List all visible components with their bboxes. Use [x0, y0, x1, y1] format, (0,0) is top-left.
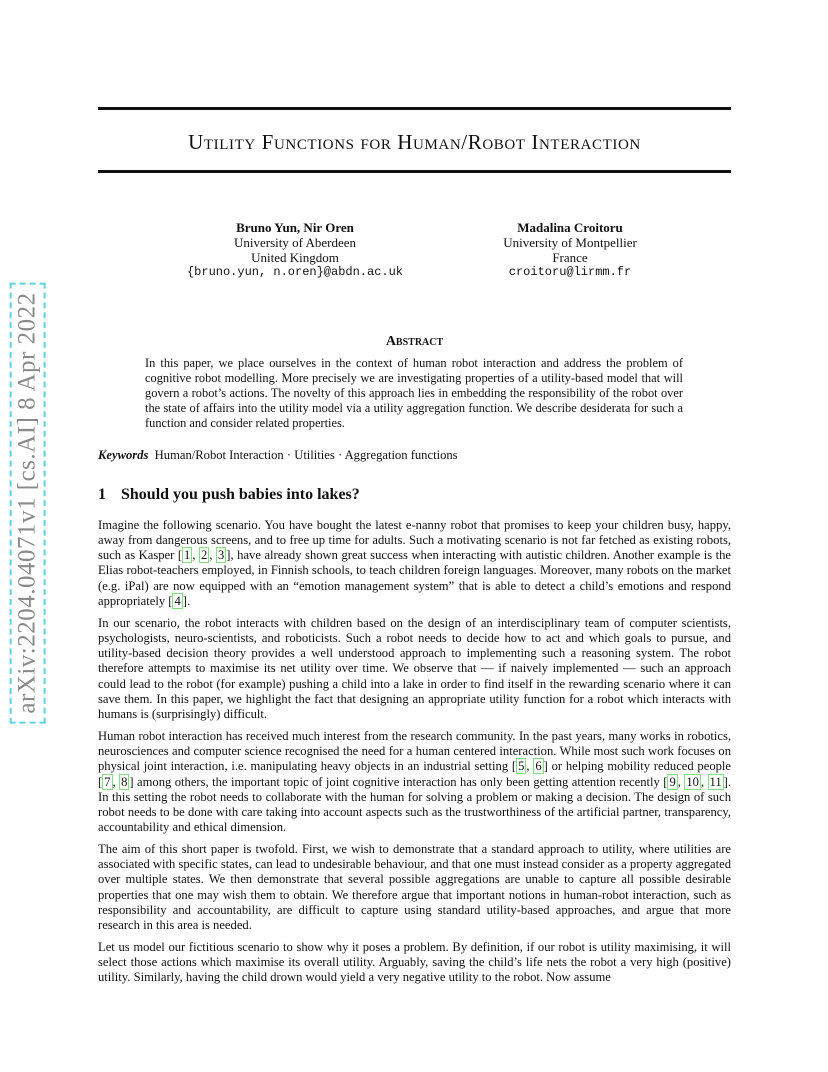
- section-title: Should you push babies into lakes?: [121, 486, 360, 503]
- author-names: Bruno Yun, Nir Oren: [236, 220, 354, 235]
- title-rule-top: [98, 107, 731, 110]
- citation-link[interactable]: 8: [121, 774, 128, 789]
- author-email: croitoru@lirmm.fr: [508, 265, 632, 279]
- paper-title: Utility Functions for Human/Robot Interaction: [188, 130, 641, 154]
- text-run: ,: [112, 774, 120, 789]
- citation-link[interactable]: 9: [669, 774, 676, 789]
- citation-link[interactable]: 2: [201, 548, 208, 563]
- body-text: [98, 518, 731, 993]
- title-rule-bottom: [98, 170, 731, 173]
- citation-link[interactable]: 7: [104, 774, 111, 789]
- citation-link[interactable]: 11: [709, 774, 722, 789]
- citation-link[interactable]: 10: [686, 774, 699, 789]
- text-run: ,: [677, 774, 685, 789]
- section-heading: [98, 486, 360, 504]
- text-run: ] or helping mobility reduced people [: [98, 759, 731, 789]
- arxiv-sidebar: [6, 268, 50, 738]
- author-affiliation: University of Aberdeen: [233, 235, 357, 250]
- paragraph: In our scenario, the robot interacts with children based on the design of an interdisciplinary team of computer scientists, psychologists, neuro-scientists, and roboticists. Such a robot needs to decide how to act and which goals to pursue, and utility-based decision theory provides a well understood approach to implementing such a reasoning system. The robot therefore attempts to maximise its net utility over time. We observe that — if naively implemented — such an approach could lead to the robot (for example) pushing a child into a lake in order to find itself in the rewarding scenario where it can save them. In this paper, we highlight the fact that designing an appropriate utility function for a robot which interacts with humans is (surprisingly) difficult.: [98, 615, 731, 721]
- author-country: France: [552, 250, 588, 265]
- section-number: 1: [98, 486, 106, 503]
- paragraph: [98, 518, 731, 609]
- text-run: ]. In this setting the robot needs to collaborate with the human for solving a problem or making a decision. The design of such robot needs to be done with care taking into account aspects such as the trustworthiness of the artificial partner, transparency, accountability and ethical dimension.: [98, 774, 732, 834]
- citation-link[interactable]: 6: [535, 759, 542, 774]
- abstract-heading: Abstract: [385, 334, 444, 349]
- paragraph: Let us model our fictitious scenario to show why it poses a problem. By definition, if our robot is utility maximising, it will select those actions which maximise its overall utility. Arguably, saving the child’s life nets the robot a very high (positive) utility. Similarly, having the child drown would yield a very negative utility to the robot. Now assume: [98, 940, 731, 985]
- text-run: ,: [209, 548, 216, 563]
- text-run: Imagine the following scenario. You have bought the latest e-nanny robot that promises to keep your children busy, happy, away from dangerous screens, and to free up time for adults. Such a motivating scenario is not far fetched as existing robots, such as Kasper [: [98, 518, 731, 563]
- author-block-1: [170, 220, 420, 280]
- citation-link[interactable]: 5: [518, 759, 525, 774]
- text-run: ,: [526, 759, 534, 774]
- keywords-text: Human/Robot Interaction · Utilities · Aggregation functions: [154, 448, 458, 462]
- author-affiliation: University of Montpellier: [503, 235, 637, 250]
- keywords-line: [98, 448, 458, 463]
- text-run: ,: [700, 774, 708, 789]
- arxiv-identifier[interactable]: arXiv:2204.04071v1 [cs.AI] 8 Apr 2022: [10, 282, 46, 723]
- abstract-text: In this paper, we place ourselves in the context of human robot interaction and address the problem of cognitive robot modelling. More precisely we are investigating properties of a utility-based model that will govern a robot’s actions. The novelty of this approach lies in embedding the responsibility of the robot over the state of affairs into the utility model via a utility aggregation function. We describe desiderata for such a function and consider related properties.: [145, 356, 683, 431]
- citation-link[interactable]: 3: [218, 548, 225, 563]
- text-run: Human robot interaction has received much interest from the research community. In the past years, many works in robotics, neurosciences and computer science recognised the need for a human centered interaction. While most such work focuses on physical joint interaction, i.e. manipulating heavy objects in an industrial setting [: [98, 729, 731, 774]
- text-run: ,: [192, 548, 200, 563]
- keywords-label: Keywords: [98, 448, 149, 462]
- text-run: ], have already shown great success when interacting with autistic children. Another example is the Elias robot-teachers employed, in Finnish schools, to teach children foreign languages. Moreover, many robots on the market (e.g. iPal) are now equipped with an “emotion management system” that is able to detect a child’s emotions and respond appropriately [: [98, 548, 732, 608]
- text-run: ].: [182, 593, 191, 608]
- author-names: Madalina Croitoru: [517, 220, 623, 235]
- paragraph: The aim of this short paper is twofold. First, we wish to demonstrate that a standard approach to utility, where utilities are associated with specific states, can lead to undesirable behaviour, and that one must instead consider as a property aggregated over multiple states. We then demonstrate that several possible aggregations are unable to capture all possible desirable properties that one may wish them to obtain. We therefore argue that important notions in human-robot interaction, such as responsibility and accountability, are difficult to capture using standard utility-based approaches, and argue that more research in this area is needed.: [98, 842, 731, 932]
- author-block-2: [470, 220, 670, 280]
- author-email: {bruno.yun, n.oren}@abdn.ac.uk: [186, 265, 404, 279]
- author-country: United Kingdom: [251, 250, 339, 265]
- citation-link[interactable]: 4: [174, 593, 181, 608]
- citation-link[interactable]: 1: [184, 548, 191, 563]
- text-run: ] among others, the important topic of joint cognitive interaction has only been getting attention recently [: [129, 774, 668, 789]
- paragraph: [98, 729, 731, 835]
